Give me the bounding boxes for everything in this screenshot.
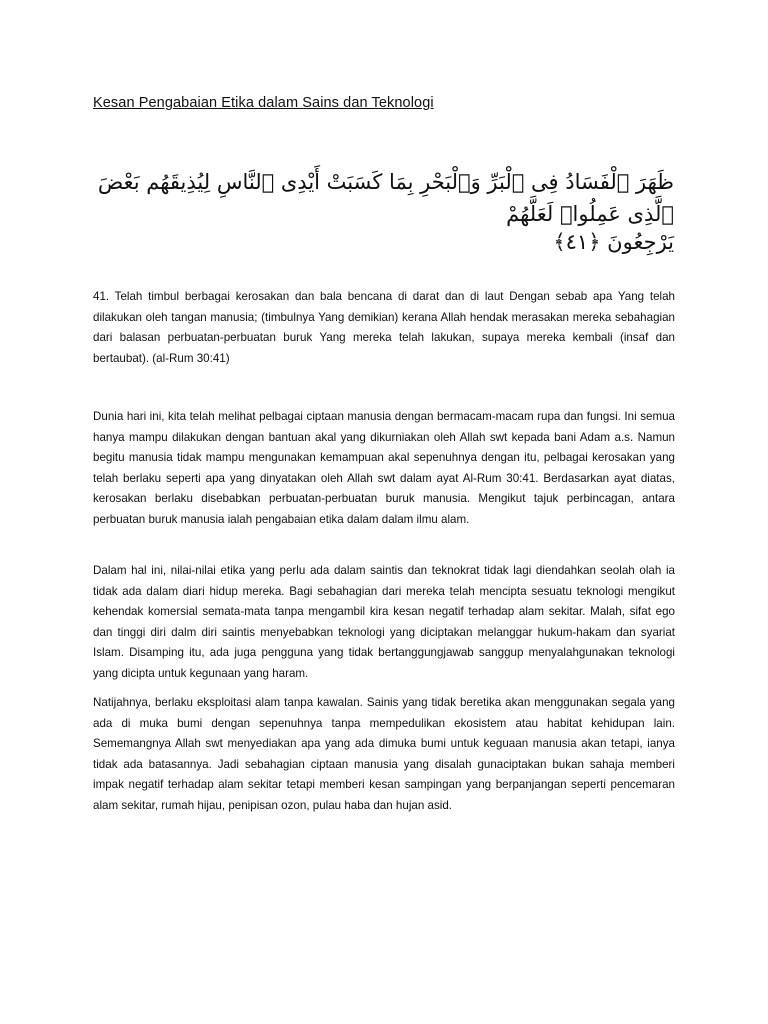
paragraph-2: Dalam hal ini, nilai-nilai etika yang perlu ada dalam saintis dan teknokrat tidak lagi diendahkan seolah olah ia tidak ada dalam diari hidup mereka. Bagi sebahagian dari mereka telah mencipta sesuatu teknologi mengikut kehendak komersial semata-mata tanpa mengambil kira kesan negatif terhadap alam sekitar. Malah, sifat ego dan tinggi diri dalm diri saintis menyebabkan teknologi yang diciptakan melanggar hukum-hakam dan syariat Islam. Disamping itu, ada juga pengguna yang tidak bertanggungjawab sanggup menyalahgunakan teknologi yang dicipta untuk kegunaan yang haram.	[93, 564, 675, 680]
document-title: Kesan Pengabaian Etika dalam Sains dan Teknologi	[93, 95, 434, 111]
paragraph-3: Natijahnya, berlaku eksploitasi alam tanpa kawalan. Sainis yang tidak beretika akan menggunakan segala yang ada di muka bumi dengan sepenuhnya tanpa mempedulikan ekosistem atau habitat kehidupan lain. Sememangnya Allah swt menyediakan apa yang ada dimuka bumi untuk keguaan manusia akan tetapi, ianya tidak ada batasannya. Jadi sebahagian ciptaan manusia yang disalah gunaciptakan bukan sahaja memberi impak negatif terhadap alam sekitar tetapi memberi kesan sampingan yang berpanjangan seperti pencemaran alam sekitar, rumah hijau, penipisan ozon, pulau haba dan hujan asid.	[93, 696, 675, 812]
quran-verse-arabic-line-2: يَرْجِعُونَ ﴿٤١﴾	[553, 230, 674, 254]
verse-translation: 41. Telah timbul berbagai kerosakan dan bala bencana di darat dan di laut Dengan sebab apa Yang telah dilakukan oleh tangan manusia; (timbulnya Yang demikian) kerana Allah hendak merasakan mereka sebahagian dari balasan perbuatan-perbuatan buruk Yang mereka telah lakukan, supaya mereka kembali (insaf dan bertaubat). (al-Rum 30:41)	[93, 290, 675, 365]
quran-verse-arabic-line-1: ظَهَرَ ٱلْفَسَادُ فِى ٱلْبَرِّ وَٱلْبَحْرِ بِمَا كَسَبَتْ أَيْدِى ٱلنَّاسِ لِيُذِيقَهُم بَعْضَ ٱلَّذِى عَمِلُوا۟ لَعَلَّهُمْ	[97, 170, 674, 226]
paragraph-1: Dunia hari ini, kita telah melihat pelbagai ciptaan manusia dengan bermacam-macam rupa dan fungsi. Ini semua hanya mampu dilakukan dengan bantuan akal yang dikurniakan oleh Allah swt kepada bani Adam a.s. Namun begitu manusia tidak mampu mengunakan kemampuan akal sepenuhnya dengan itu, pelbagai kerosakan yang telah berlaku seperti apa yang dinyatakan oleh Allah swt dalam ayat Al-Rum 30:41. Berdasarkan ayat diatas, kerosakan berlaku disebabkan perbuatan-perbuatan buruk manusia. Mengikut tajuk perbincagan, antara perbuatan buruk manusia ialah pengabaian etika dalam dalam ilmu alam.	[93, 410, 675, 526]
